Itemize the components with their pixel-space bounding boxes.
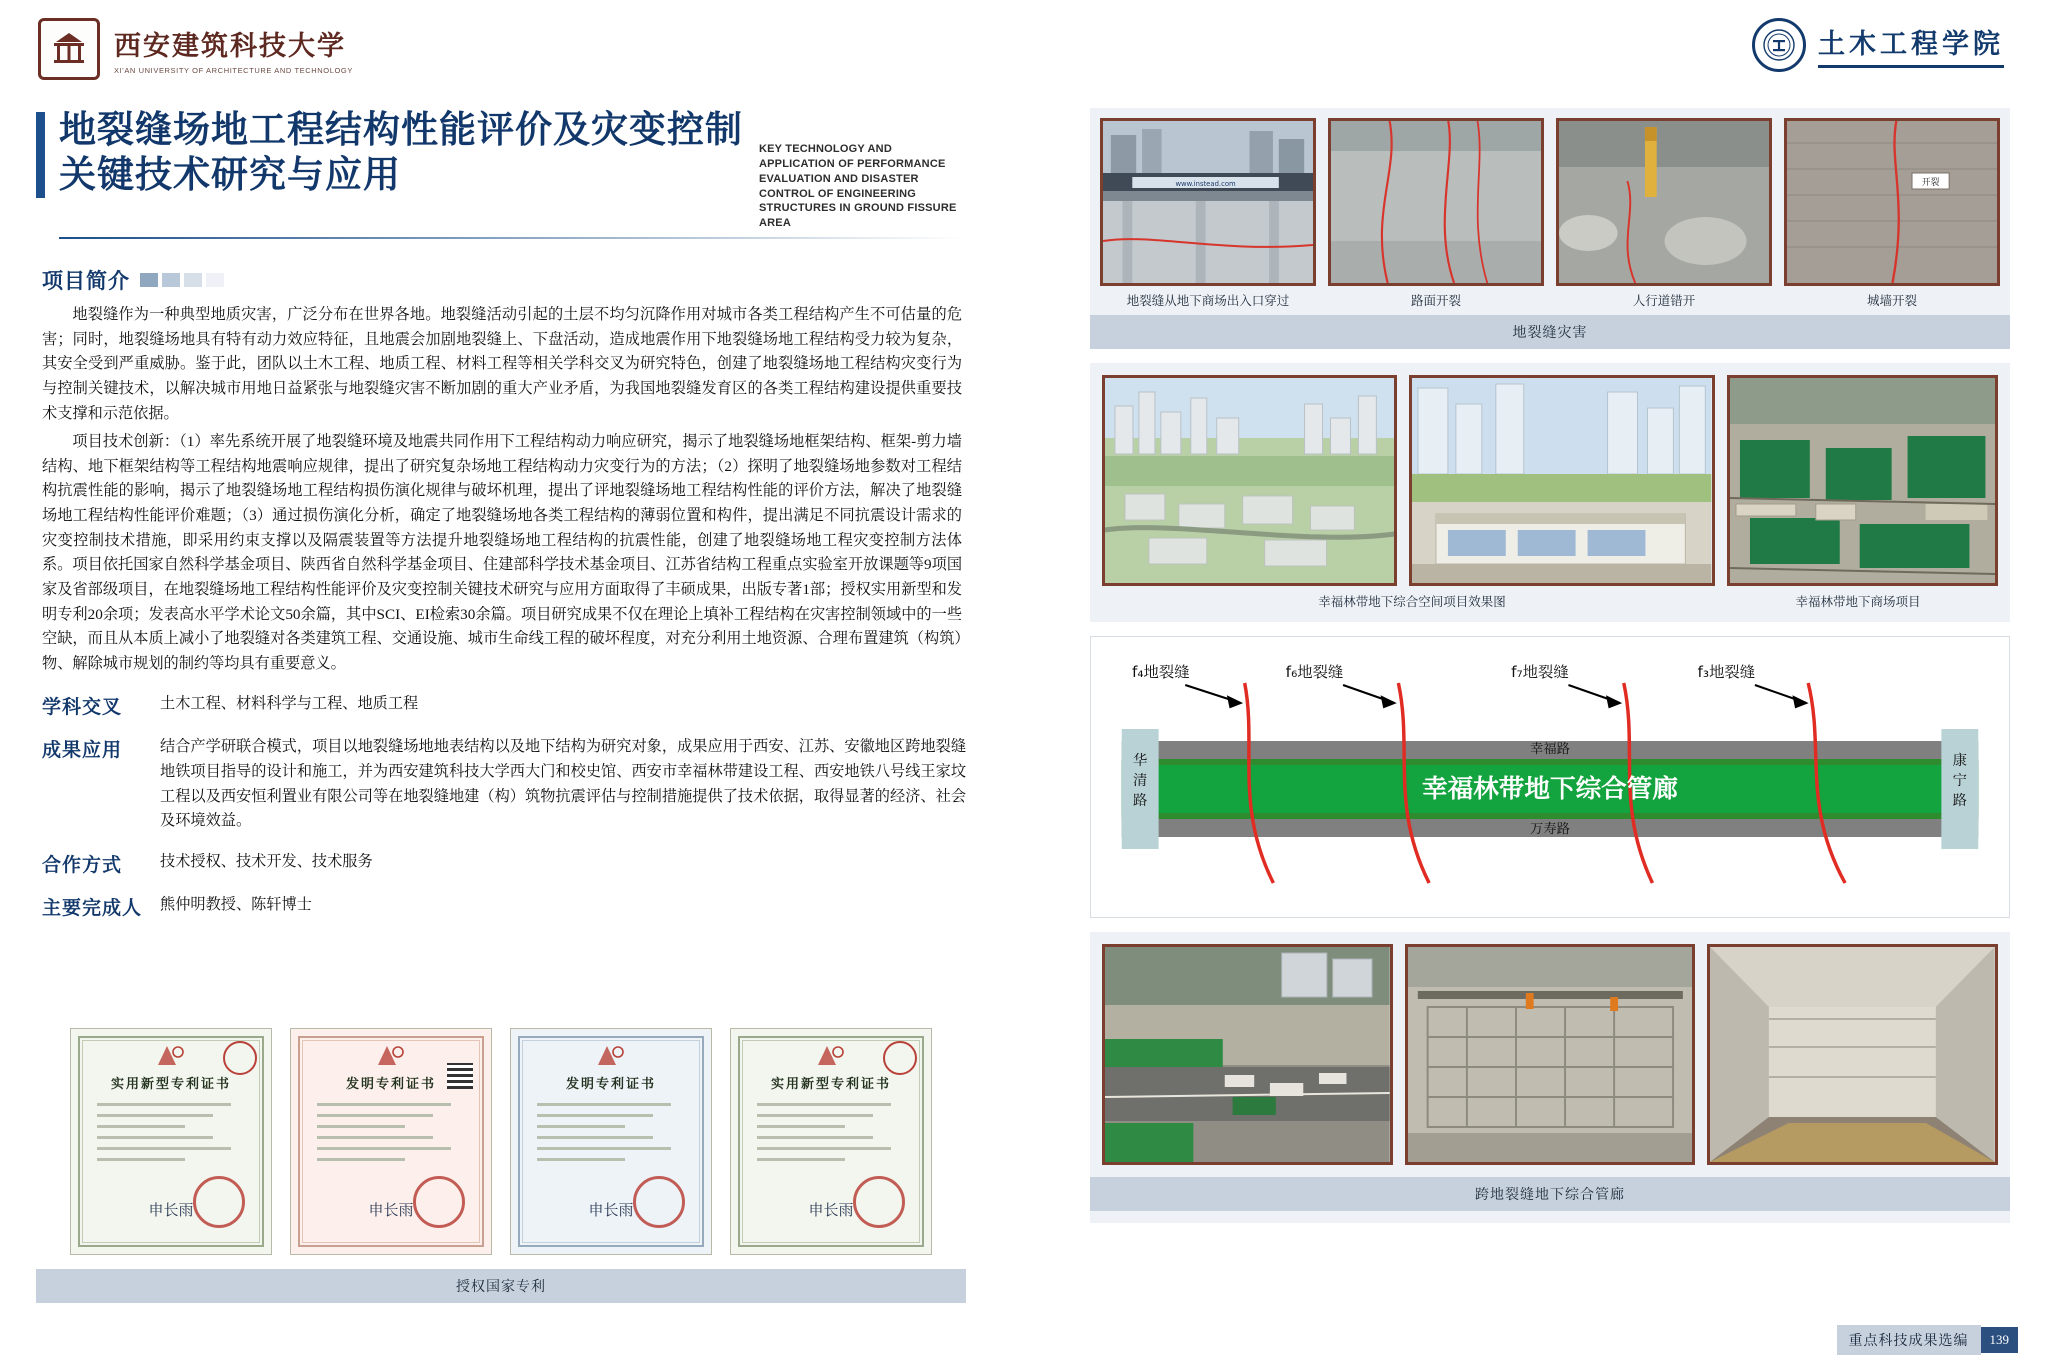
intro-heading: 项目简介 [42, 269, 130, 294]
fissure-label-f6: f₆地裂缝 [1285, 663, 1344, 681]
project-photo-aerial-render [1102, 375, 1397, 586]
project-caption-left: 幸福林带地下综合空间项目效果图 [1318, 595, 1506, 609]
poster-title [36, 108, 966, 239]
project-caption-right: 幸福林带地下商场项目 [1795, 595, 1921, 609]
construction-photo-street [1102, 944, 1393, 1165]
title-line-1: 地裂缝场地工程结构性能评价及灾变控制 [59, 110, 743, 151]
section-team [42, 893, 966, 920]
project-photo-panel [1090, 363, 2010, 622]
university-crest-icon [38, 18, 100, 80]
road-label-right-2: 宁 [1952, 773, 1967, 789]
section-discipline-value: 土木工程、材料科学与工程、地质工程 [160, 695, 419, 713]
certificates-block [36, 1028, 966, 1303]
footer-corner [1837, 1325, 2019, 1355]
corridor-fissure-diagram [1090, 636, 2010, 918]
fissure-label-f7: f₇地裂缝 [1511, 663, 1569, 681]
hazard-photo-captions [1100, 291, 2000, 309]
road-label-left-1: 华 [1133, 753, 1148, 769]
certificate-seal-icon [193, 1176, 245, 1228]
certificate-badge-icon [883, 1041, 917, 1075]
section-discipline [42, 692, 966, 719]
title-underline [59, 237, 966, 239]
road-label-left-3: 路 [1133, 793, 1148, 809]
section-team-value: 熊仲明教授、陈轩博士 [160, 895, 312, 913]
footer-page-number: 139 [1981, 1327, 2019, 1353]
intro-heading-row [42, 265, 966, 295]
heading-decoration [140, 273, 224, 287]
department-name: 土木工程学院 [1818, 29, 2004, 59]
title-english: KEY TECHNOLOGY AND APPLICATION OF PERFORMANCE EVALUATION AND DISASTER CONTROL OF ENGINEERING STRUCTURES IN GROUND FISSURE AREA [759, 143, 957, 230]
certificate-title: 发明专利证书 [345, 1076, 436, 1091]
intro-paragraph-2: 项目技术创新：（1）率先系统开展了地裂缝环境及地震共同作用下工程结构动力响应研究，揭示了地裂缝场地框架结构、框架-剪力墙结构、地下框架结构等工程结构地震响应规律，提出了研究复杂场地工程结构动力灾变行为的方法；（2）探明了地裂缝场地参数对工程结构抗震性能的影响，揭示了地裂缝场地工程结构损伤演化规律与破坏机理，提出了评地裂缝场地工程结构性能的评价方法，解决了地裂缝场地工程结构性能评价难题；（3）通过损伤演化分析，确定了地裂缝场地各类工程结构的薄弱位置和构件，提出满足不同抗震设计需求的灾变控制技术措施，即采用约束支撑以及隔震装置等方法提升地裂缝场地工程结构的抗震性能，创建了地裂缝场地工程灾变控制方法体系。项目依托国家自然科学基金项目、陕西省自然科学基金项目、住建部科学技术基金项目、江苏省结构工程重点实验室开放课题等9项国家及省部级项目，在地裂缝场地工程结构性能评价及灾变控制关键技术研究与应用方面取得了丰硕成果，出版专著1部；授权实用新型和发明专利20余项；发表高水平学术论文50余篇，其中SCI、EI检索30余篇。项目研究成果不仅在理论上填补工程结构在灾害控制领域中的一些空缺，而且从本质上减小了地裂缝对各类建筑工程、交通设施、城市生命线工程的破坏程度，对充分利用土地资源、合理布置建筑（构筑）物、解除城市规划的制约等均具有重要意义。 [42, 433, 962, 672]
patent-emblem-icon [154, 1043, 188, 1069]
road-label-bottom: 万寿路 [1530, 822, 1570, 837]
construction-photo-panel [1090, 932, 2010, 1223]
section-cooperation [42, 850, 966, 877]
certificate-seal-icon [633, 1176, 685, 1228]
project-photo-underground-render [1409, 375, 1714, 586]
university-name-cn: 西安建筑科技大学 [114, 30, 346, 61]
road-label-right-1: 康 [1952, 753, 1967, 769]
certificate-signature: 申长雨 [808, 1203, 854, 1219]
fissure-label-f4: f₄地裂缝 [1131, 663, 1190, 681]
certificate-lines [97, 1103, 249, 1169]
university-logo [38, 18, 353, 80]
project-photo-construction-site [1727, 375, 1998, 586]
certificate-lines [757, 1103, 909, 1169]
certificate-lines [317, 1103, 469, 1169]
hazard-caption-1: 地裂缝从地下商场出入口穿过 [1126, 294, 1290, 308]
title-line-2: 关键技术研究与应用 [59, 155, 401, 197]
section-team-key: 主要完成人 [42, 897, 143, 919]
certificate-signature: 申长雨 [148, 1203, 194, 1219]
hazard-photo-road-crack [1328, 118, 1544, 286]
hazard-caption-2: 路面开裂 [1410, 294, 1461, 308]
section-application [42, 735, 966, 834]
patent-emblem-icon [594, 1043, 628, 1069]
project-photo-row [1102, 375, 1998, 586]
hazard-caption-4: 城墙开裂 [1866, 294, 1917, 308]
patent-emblem-icon [374, 1043, 408, 1069]
section-discipline-key: 学科交叉 [42, 697, 123, 719]
certificate-card [290, 1028, 492, 1255]
project-photo-captions [1102, 592, 1998, 610]
hazard-photo-sidewalk-offset [1556, 118, 1772, 286]
certificate-row [36, 1028, 966, 1255]
fissure-label-f3: f₃地裂缝 [1697, 663, 1756, 681]
certificate-seal-icon [853, 1176, 905, 1228]
university-name-en: XI'AN UNIVERSITY OF ARCHITECTURE AND TECHNOLOGY [114, 65, 353, 75]
hazard-photo-row [1100, 118, 2000, 286]
construction-caption: 跨地裂缝地下综合管廊 [1090, 1177, 2010, 1211]
certificate-card [70, 1028, 272, 1255]
svg-text:开裂: 开裂 [1921, 177, 1940, 189]
certificate-seal-icon [413, 1176, 465, 1228]
road-label-right-3: 路 [1952, 793, 1967, 809]
certificate-title: 实用新型专利证书 [110, 1076, 231, 1091]
construction-photo-row [1102, 944, 1998, 1165]
title-accent-bar [36, 112, 45, 198]
construction-photo-rebar-cage [1405, 944, 1696, 1165]
certificate-badge-icon [223, 1041, 257, 1075]
patent-emblem-icon [814, 1043, 848, 1069]
section-cooperation-key: 合作方式 [42, 854, 123, 876]
certificate-lines [537, 1103, 689, 1169]
certificate-title: 实用新型专利证书 [770, 1076, 891, 1091]
footer-label: 重点科技成果选编 [1837, 1325, 1981, 1355]
hazard-group-caption: 地裂缝灾害 [1090, 315, 2010, 349]
department-seal-icon [1752, 18, 1806, 72]
section-application-key: 成果应用 [42, 740, 123, 762]
certificates-caption: 授权国家专利 [36, 1269, 966, 1303]
left-column [36, 108, 966, 920]
certificate-title: 发明专利证书 [565, 1076, 656, 1091]
certificate-card [510, 1028, 712, 1255]
intro-paragraph-1: 地裂缝作为一种典型地质灾害，广泛分布在世界各地。地裂缝活动引起的土层不均匀沉降作用对城市各类工程结构产生不可估量的危害；同时，地裂缝场地具有特有动力效应特征，且地震会加剧地裂缝上、下盘活动，造成地震作用下地裂缝场地工程结构受力较为复杂，其安全受到严重威胁。鉴于此，团队以土木工程、地质工程、材料工程等相关学科交叉为研究特色，创建了地裂缝场地工程结构灾变行为与控制关键技术，以解决城市用地日益紧张与地裂缝灾害不断加剧的重大产业矛盾，为我国地裂缝发育区的各类工程结构建设提供重要技术支撑和示范依据。 [42, 306, 962, 422]
hazard-photo-entrance [1100, 118, 1316, 286]
hazard-caption-3: 人行道错开 [1632, 294, 1696, 308]
hazard-photo-wall-crack [1784, 118, 2000, 286]
road-label-top: 幸福路 [1530, 742, 1570, 757]
construction-photo-tunnel-interior [1707, 944, 1998, 1165]
hazard-photo-panel [1090, 108, 2010, 349]
corridor-label: 幸福林带地下综合管廊 [1421, 774, 1679, 803]
right-column [1090, 108, 2010, 1223]
certificate-signature: 申长雨 [368, 1203, 414, 1219]
road-label-left-2: 清 [1133, 773, 1148, 789]
section-cooperation-value: 技术授权、技术开发、技术服务 [160, 852, 373, 870]
department-logo [1752, 18, 2004, 72]
svg-text:www.instead.com: www.instead.com [1175, 179, 1236, 189]
certificate-card [730, 1028, 932, 1255]
section-application-value: 结合产学研联合模式，项目以地裂缝场地地表结构以及地下结构为研究对象，成果应用于西安、江苏、安徽地区跨地裂缝地铁项目指导的设计和施工，并为西安建筑科技大学西大门和校史馆、西安市幸福林带建设工程、西安地铁八号线王家坟工程以及西安恒利置业有限公司等在地裂缝地建（构）筑物抗震评估与控制措施提供了技术依据，取得显著的经济、社会及环境效益。 [160, 738, 966, 830]
certificate-signature: 申长雨 [588, 1203, 634, 1219]
department-rule [1818, 65, 2004, 68]
